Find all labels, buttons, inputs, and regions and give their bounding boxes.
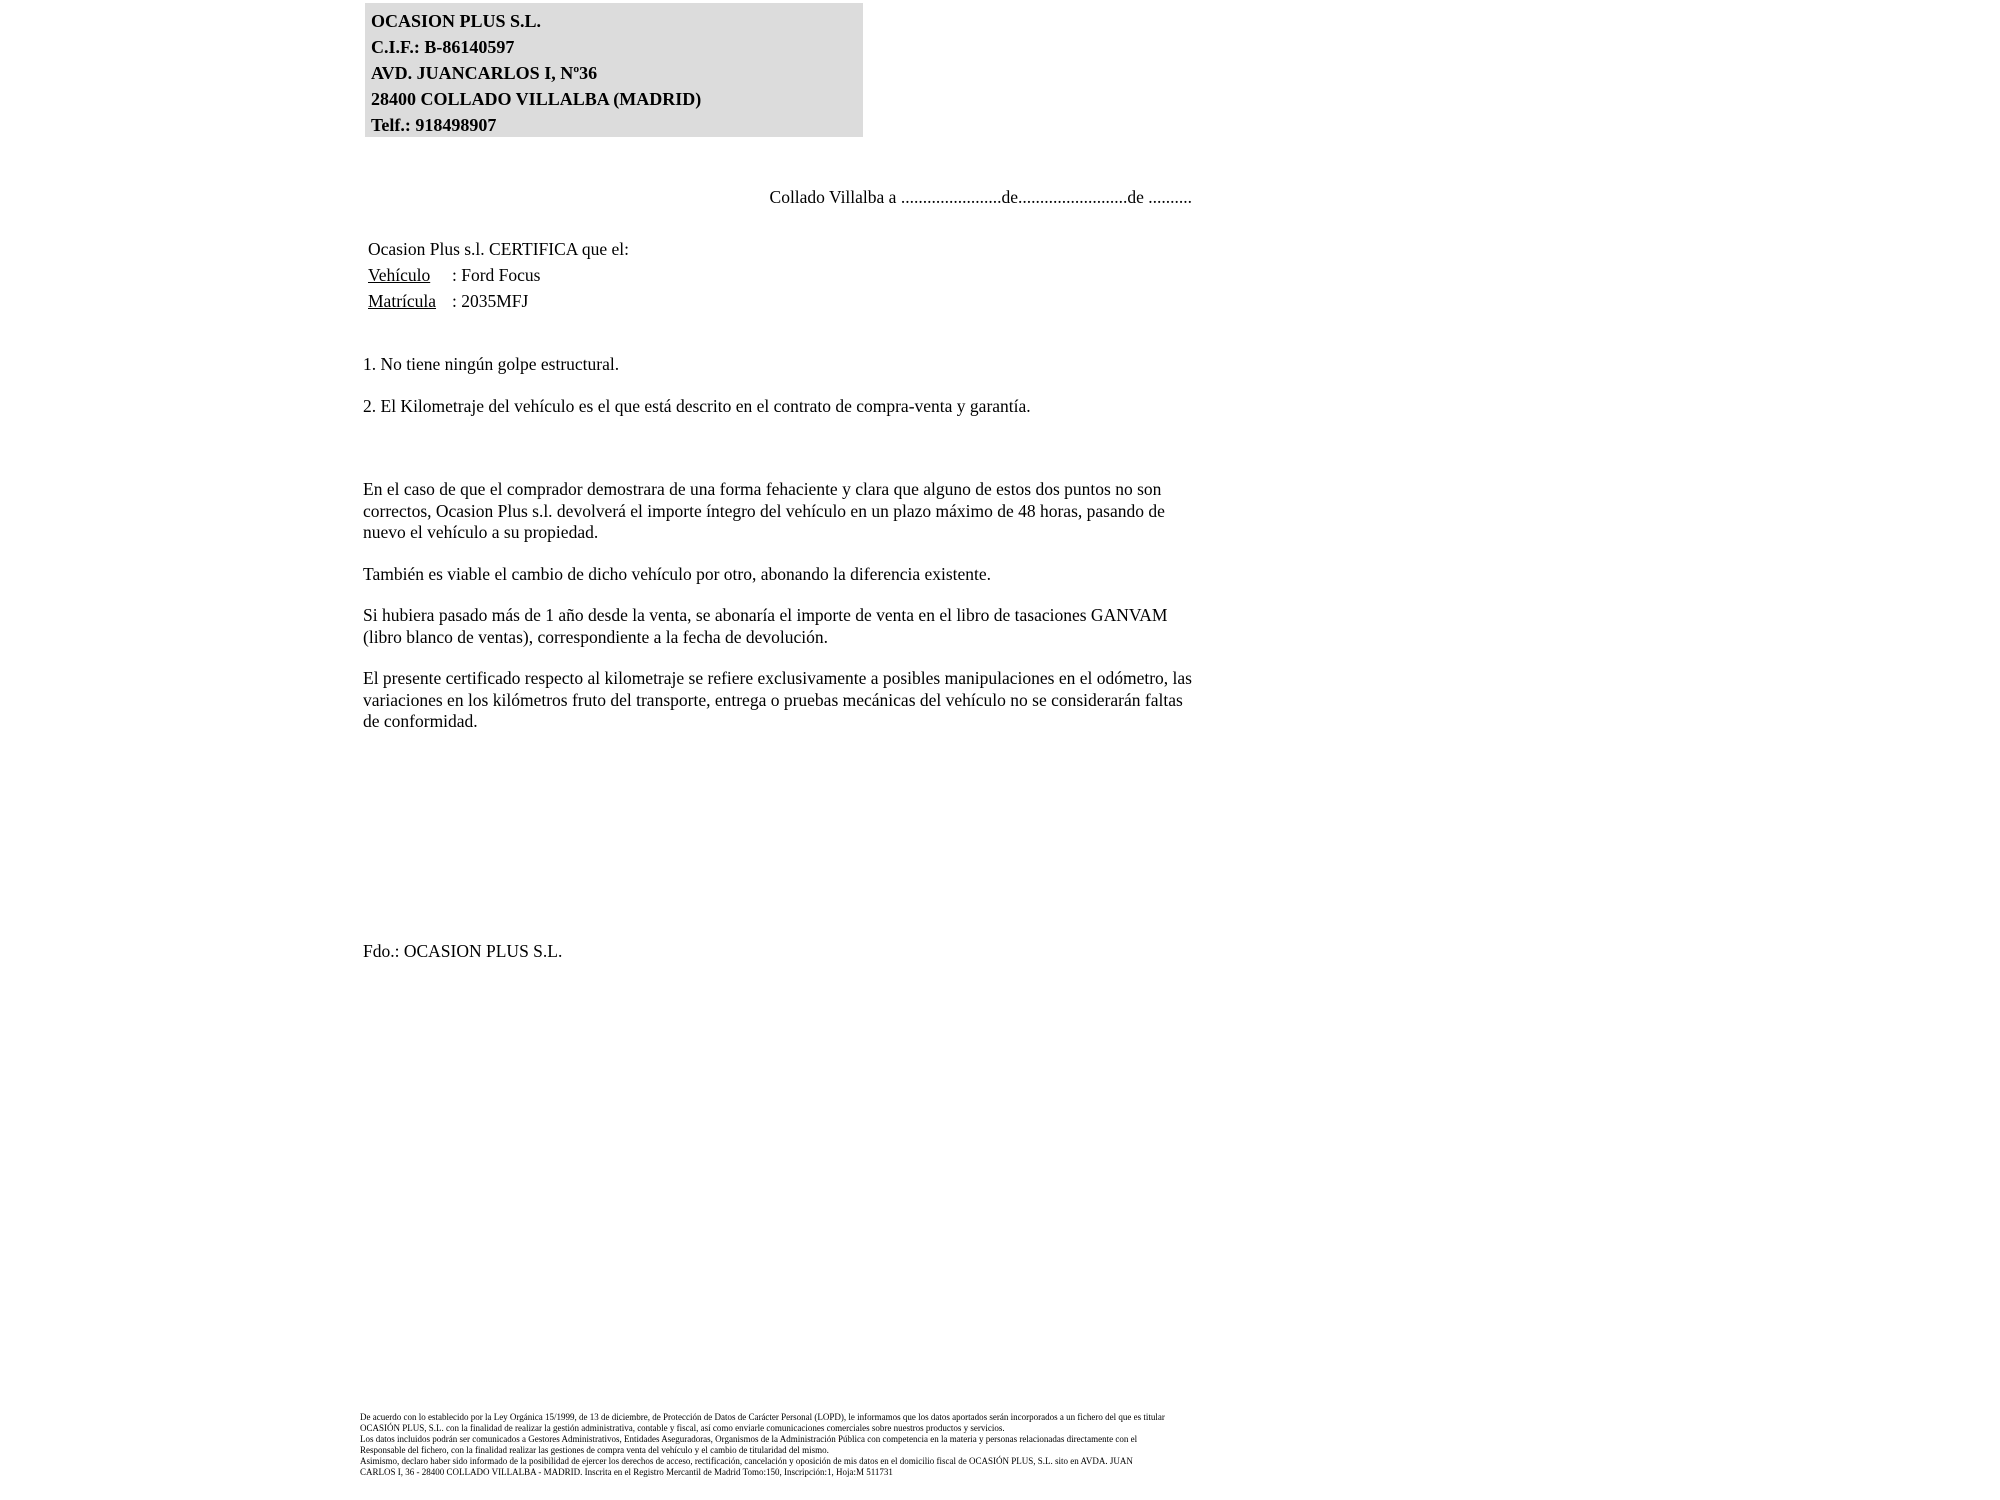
certification-intro: Ocasion Plus s.l. CERTIFICA que el: [368, 239, 629, 259]
ganvam-paragraph: Si hubiera pasado más de 1 año desde la venta, se abonaría el importe de venta en el libro de tasaciones GANVAM (libro blanco de ventas), correspondiente a la fecha de devolución. [363, 605, 1168, 647]
legal-line: Asimismo, declaro haber sido informado de la posibilidad de ejercer los derechos de acceso, rectificación, cancelación y oposición de mis datos en el domicilio fiscal de OCASIÓN PLUS, S.L. sito en AVDA. JUAN [360, 1456, 1133, 1466]
terms-section [363, 479, 1198, 753]
legal-line: OCASIÓN PLUS, S.L. con la finalidad de realizar la gestión administrativa, contable y fiscal, así como enviarle comunicaciones comerciales sobre nuestros productos y servicios. [360, 1423, 1005, 1433]
signature-line: Fdo.: OCASION PLUS S.L. [363, 941, 563, 961]
legal-line: CARLOS I, 36 - 28400 COLLADO VILLALBA - MADRID. Inscrita en el Registro Mercantil de Madrid Tomo:150, Inscripción:1, Hoja:M 511731 [360, 1467, 893, 1477]
odometer-paragraph: El presente certificado respecto al kilometraje se refiere exclusivamente a posibles manipulaciones en el odómetro, las variaciones en los kilómetros fruto del transporte, entrega o pruebas mecánicas del vehículo no se considerarán faltas de conformidad. [363, 668, 1192, 731]
legal-fine-print [360, 1412, 1610, 1478]
plate-value: : 2035MFJ [452, 291, 529, 311]
legal-line: Los datos incluidos podrán ser comunicados a Gestores Administrativos, Entidades Aseguradoras, Organismos de la Administración Pública con competencia en la materia y personas relacionadas directamente con el [360, 1434, 1138, 1444]
legal-line: Responsable del fichero, con la finalidad realizar las gestiones de compra venta del vehículo y el cambio de titularidad del mismo. [360, 1445, 829, 1455]
date-fill-in-line: Collado Villalba a .......................de.........................de .......... [769, 187, 1192, 207]
vehicle-label: Vehículo [368, 265, 431, 285]
company-header-box [365, 3, 863, 137]
company-cif: C.I.F.: B-86140597 [371, 37, 515, 57]
vehicle-row [368, 262, 629, 288]
certification-block [368, 236, 629, 314]
plate-label: Matrícula [368, 291, 437, 311]
refund-paragraph: En el caso de que el comprador demostrara de una forma fehaciente y clara que alguno de estos dos puntos no son correctos, Ocasion Plus s.l. devolverá el importe íntegro del vehículo en un plazo máximo de 48 horas, pasando de nuevo el vehículo a su propiedad. [363, 479, 1165, 542]
exchange-paragraph: También es viable el cambio de dicho vehículo por otro, abonando la diferencia existente. [363, 563, 992, 584]
vehicle-value: : Ford Focus [452, 265, 541, 285]
company-address: AVD. JUANCARLOS I, Nº36 [371, 63, 598, 83]
certified-point-1: 1. No tiene ningún golpe estructural. [363, 354, 620, 374]
plate-row [368, 288, 629, 314]
legal-line: De acuerdo con lo establecido por la Ley Orgánica 15/1999, de 13 de diciembre, de Protección de Datos de Carácter Personal (LOPD), le informamos que los datos aportados serán incorporados a un fichero del que es titular [360, 1412, 1165, 1422]
company-phone: Telf.: 918498907 [371, 115, 497, 135]
company-city: 28400 COLLADO VILLALBA (MADRID) [371, 89, 702, 109]
certified-point-2: 2. El Kilometraje del vehículo es el que está descrito en el contrato de compra-venta y garantía. [363, 396, 1031, 416]
company-name: OCASION PLUS S.L. [371, 11, 542, 31]
